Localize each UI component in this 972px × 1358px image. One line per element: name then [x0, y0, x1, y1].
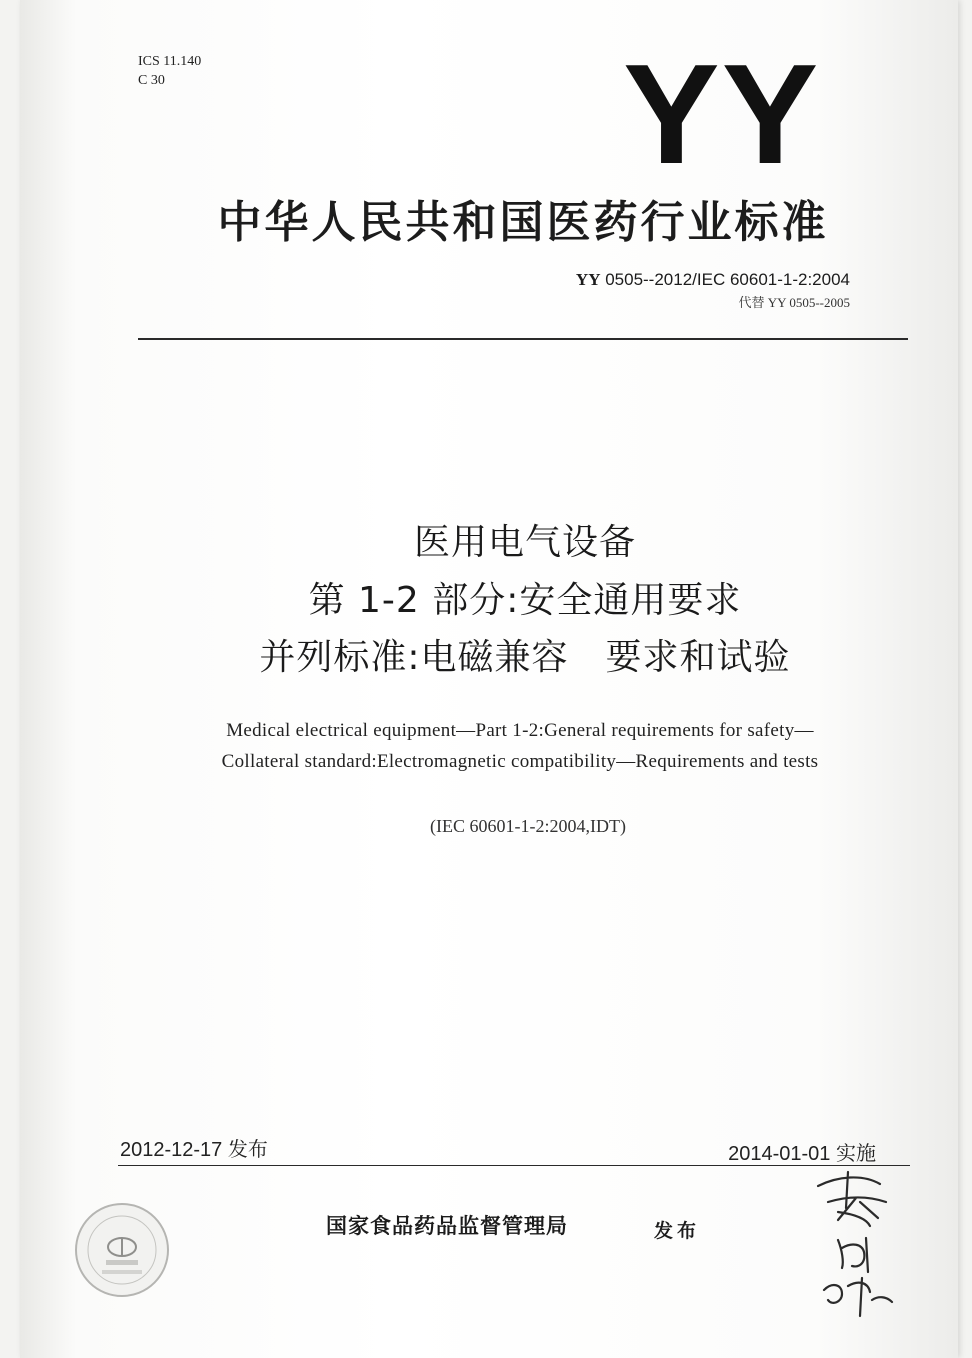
standard-code: 0505--2012/IEC 60601-1-2:2004 — [600, 270, 850, 289]
class-code: C 30 — [138, 73, 165, 88]
document-page — [20, 0, 958, 1358]
page-title: 中华人民共和国医药行业标准 — [217, 197, 829, 248]
en-title-line-1: Medical electrical equipment—Part 1-2:General requirements for safety— — [226, 720, 814, 741]
standard-prefix: YY — [575, 270, 601, 289]
header-divider — [138, 338, 908, 340]
en-title-line-2: Collateral standard:Electromagnetic compatibility—Requirements and tests — [221, 751, 819, 772]
publish-date: 2012-12-17 发布 — [120, 1139, 268, 1161]
issuing-authority: 国家食品药品监督管理局 — [326, 1214, 568, 1238]
standard-number — [576, 270, 850, 290]
footer-divider — [118, 1165, 910, 1166]
ics-code: ICS 11.140 — [138, 54, 202, 69]
yy-logo: YY — [622, 35, 820, 194]
issue-label: 发布 — [654, 1220, 701, 1242]
cn-title-line-1: 医用电气设备 — [413, 522, 636, 563]
cn-title-line-2: 第 1-2 部分:安全通用要求 — [308, 580, 742, 621]
classification-codes — [138, 52, 201, 90]
anti-counterfeit-stamp-icon — [72, 1200, 172, 1300]
replaces-standard: 代替 YY 0505--2005 — [738, 295, 850, 310]
equivalence-note: (IEC 60601-1-2:2004,IDT) — [430, 816, 626, 836]
cn-title-line-3: 并列标准:电磁兼容 要求和试验 — [259, 637, 791, 678]
effective-date: 2014-01-01 实施 — [728, 1143, 876, 1165]
handwritten-signature-icon — [808, 1168, 908, 1328]
